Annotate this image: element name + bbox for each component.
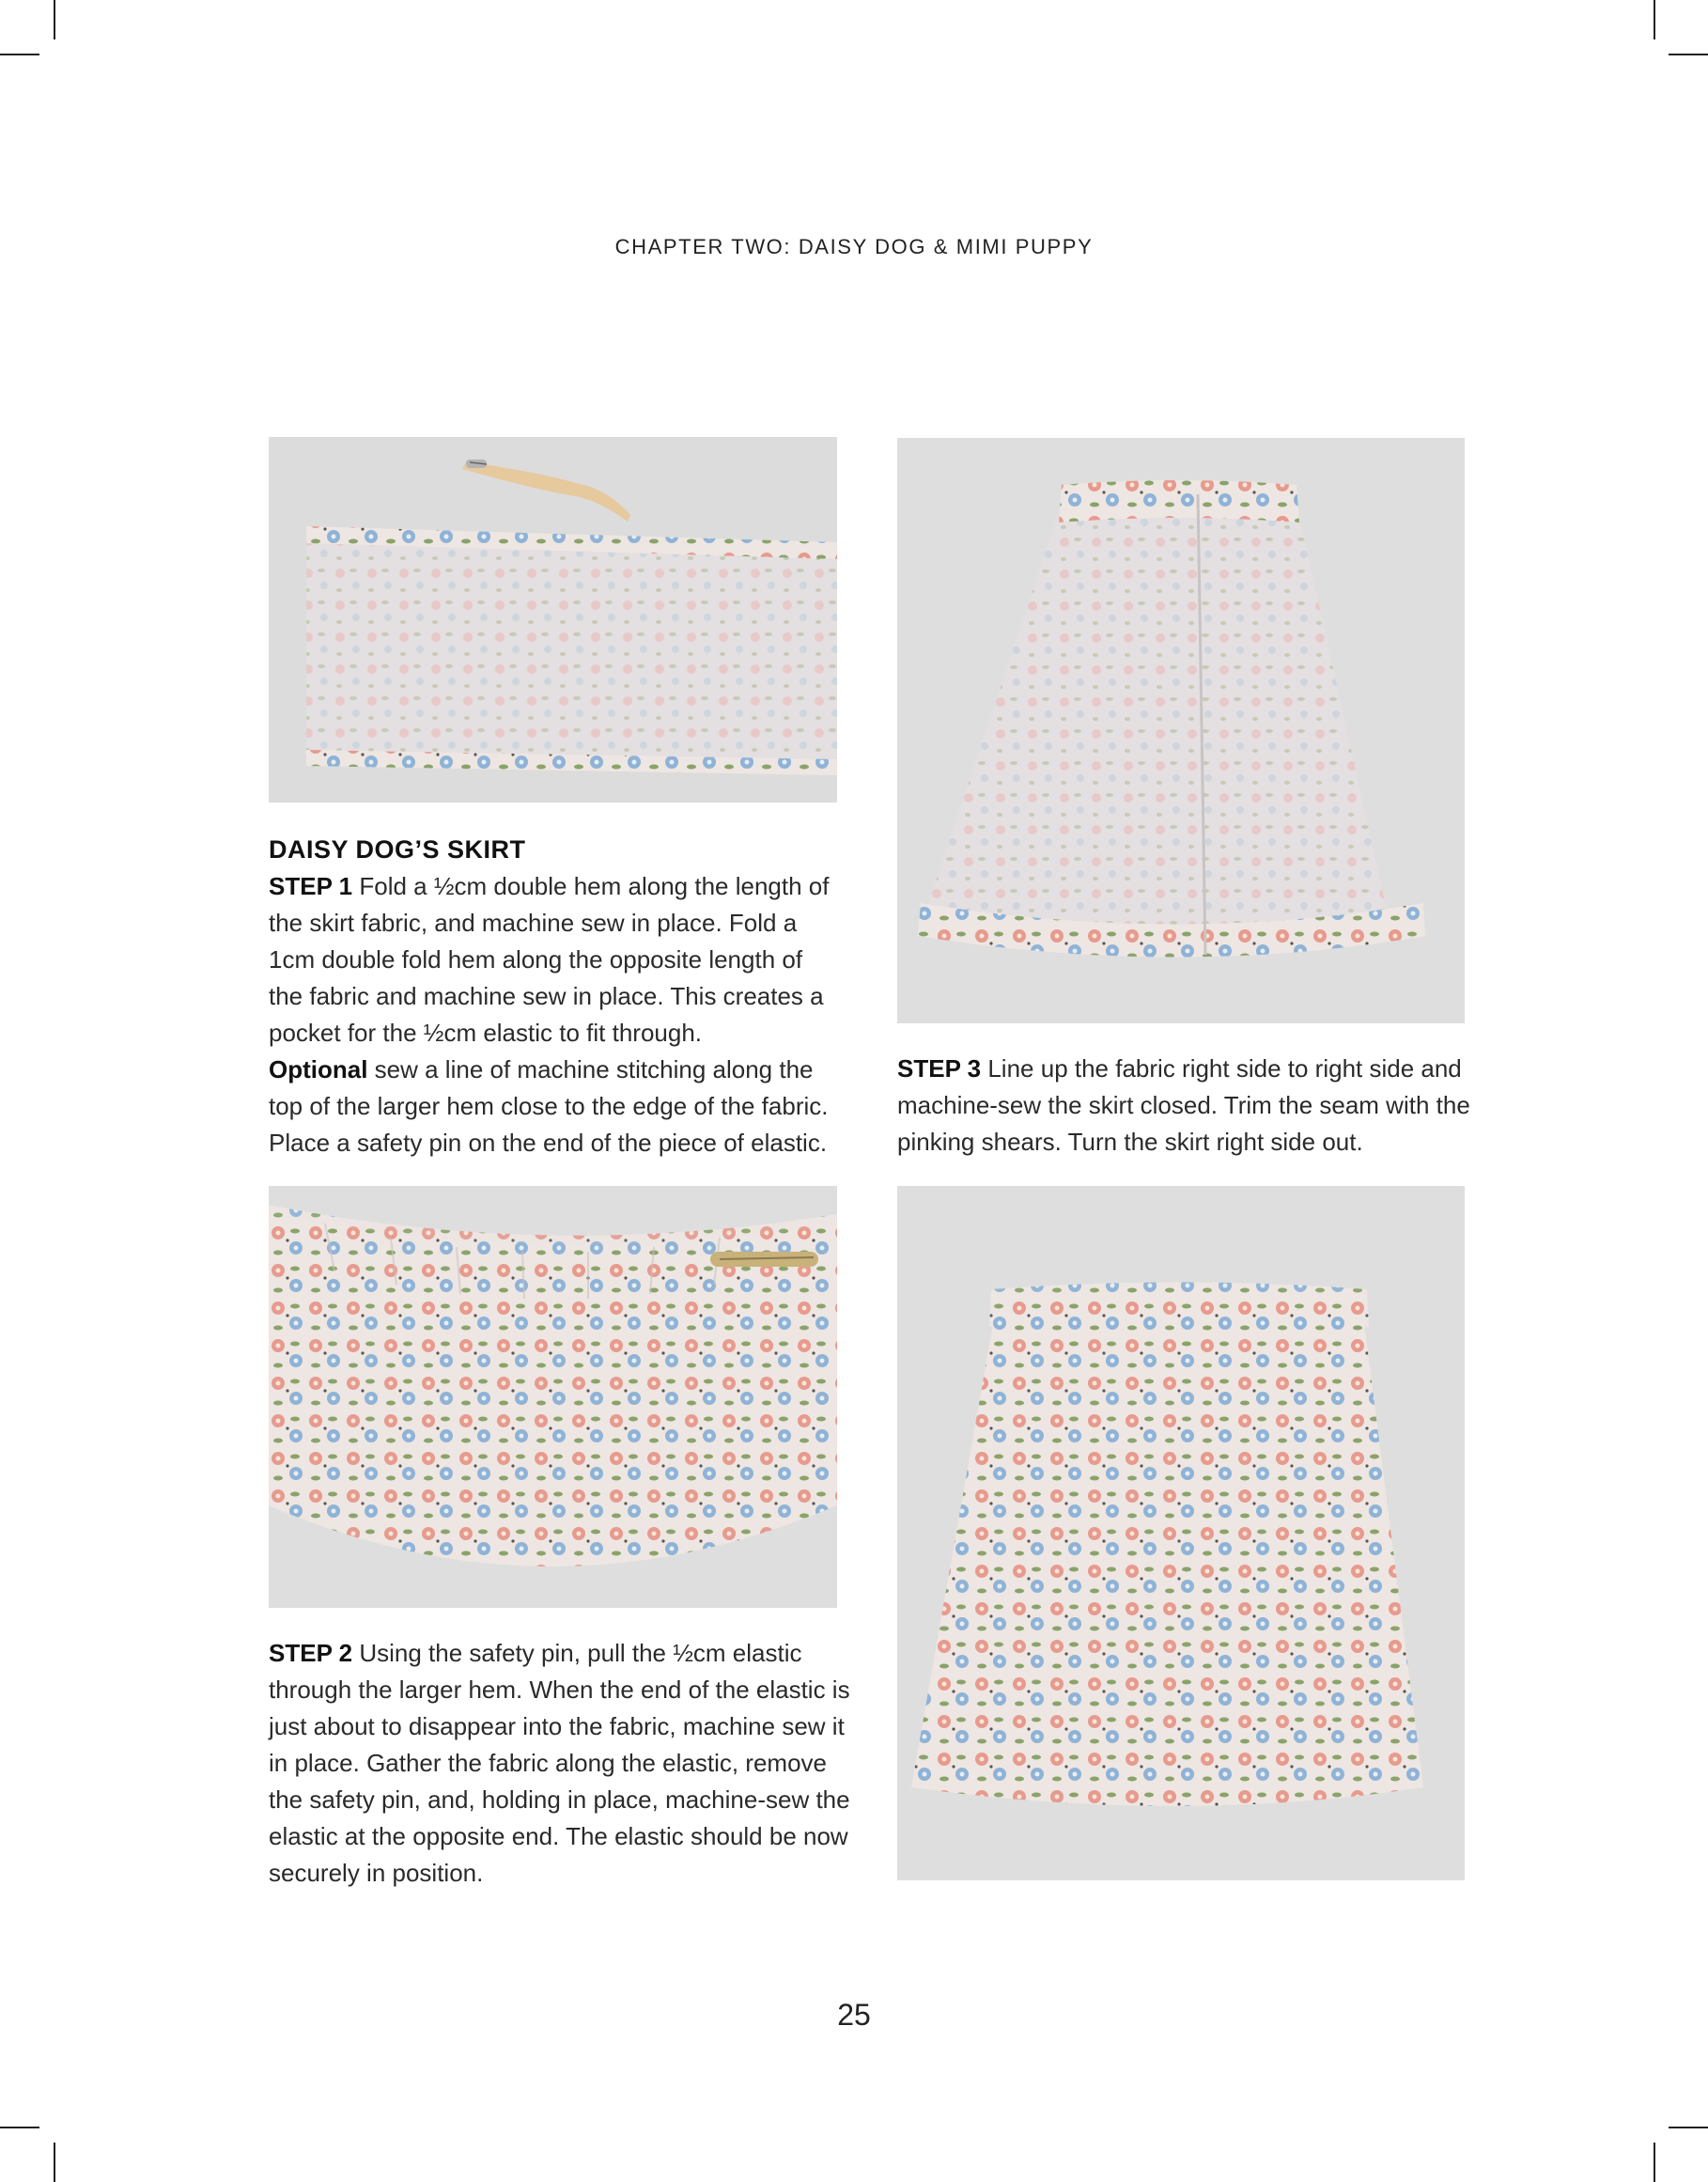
photo-fabric-strip-with-elastic bbox=[269, 437, 837, 803]
crop-mark bbox=[54, 0, 55, 39]
step1-label: STEP 1 bbox=[269, 872, 353, 900]
step3-text: Line up the fabric right side to right side and machine-sew the skirt closed. Trim the seam with the pinking shears. Turn the skirt right side out. bbox=[897, 1054, 1470, 1156]
photo-finished-skirt bbox=[897, 1186, 1465, 1880]
page-number: 25 bbox=[837, 1998, 871, 2032]
step3-instructions bbox=[897, 1051, 1470, 1161]
running-head: CHAPTER TWO: DAISY DOG & MIMI PUPPY bbox=[614, 235, 1094, 258]
section-title: DAISY DOG’S SKIRT bbox=[269, 835, 526, 864]
step3-label: STEP 3 bbox=[897, 1054, 982, 1083]
step1-paragraph bbox=[269, 868, 842, 1052]
crop-mark bbox=[1654, 0, 1655, 39]
crop-mark bbox=[0, 2127, 39, 2128]
step2-paragraph bbox=[269, 1635, 851, 1892]
step2-text: Using the safety pin, pull the ½cm elastic through the larger hem. When the end of the elastic is just about to disappear into the fabric, machine sew it in place. Gather the fabric along the elastic, remove the safety pin, and, holding in place, machine-sew the elastic at the opposite end. The elastic should be now securely in position. bbox=[269, 1639, 850, 1887]
step1-instructions bbox=[269, 831, 842, 1161]
optional-paragraph bbox=[269, 1052, 842, 1161]
crop-mark bbox=[1654, 2143, 1655, 2182]
crop-mark bbox=[54, 2143, 55, 2182]
step3-paragraph bbox=[897, 1051, 1470, 1161]
crop-mark bbox=[1669, 2127, 1708, 2128]
step2-label: STEP 2 bbox=[269, 1639, 353, 1667]
photo-gathered-waist-with-pin bbox=[269, 1186, 837, 1608]
crop-mark bbox=[1669, 54, 1708, 55]
optional-text: sew a line of machine stitching along the top of the larger hem close to the edge of the fabric. Place a safety pin on the end of the piece of elastic. bbox=[269, 1055, 829, 1157]
step1-text: Fold a ½cm double hem along the length of the skirt fabric, and machine sew in place. Fold a 1cm double fold hem along the opposite length of the fabric and machine sew in place. This creates a pocket for the ½cm elastic to fit through. bbox=[269, 872, 830, 1047]
optional-label: Optional bbox=[269, 1055, 368, 1083]
crop-mark bbox=[0, 54, 39, 55]
photo-skirt-sewn-inside-out bbox=[897, 438, 1465, 1023]
step2-instructions bbox=[269, 1635, 851, 1892]
